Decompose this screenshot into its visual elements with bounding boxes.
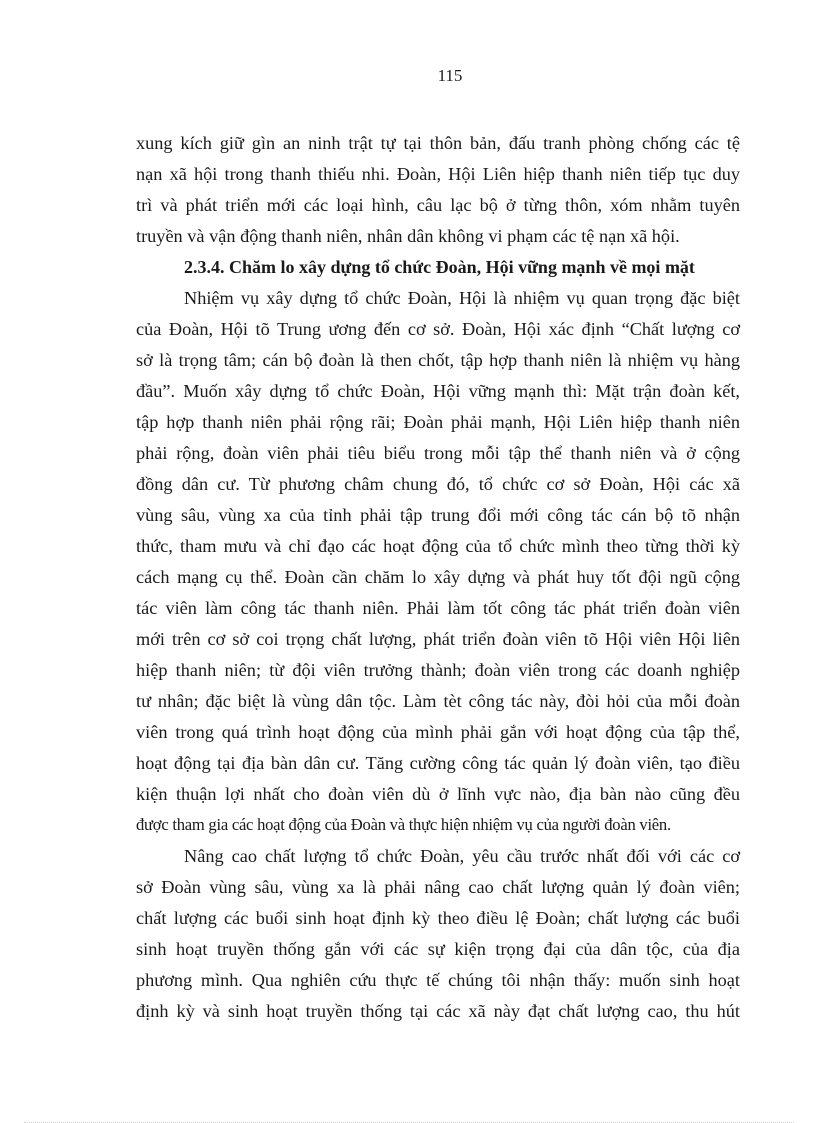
paragraph-3-line: phương mình. Qua nghiên cứu thực tế chúng tôi nhận thấy: muốn sinh hoạt (136, 970, 740, 990)
paragraph-1-line: xung kích giữ gìn an ninh trật tự tại thôn bản, đấu tranh phòng chống các tệ (136, 133, 740, 153)
paragraph-2-line: viên trong quá trình hoạt động của mình phải gắn với hoạt động của tập thể, (136, 722, 740, 742)
paragraph-2-line: được tham gia các hoạt động của Đoàn và thực hiện nhiệm vụ của người đoàn viên. (136, 815, 671, 834)
paragraph-2-line: mới trên cơ sở coi trọng chất lượng, phát triển đoàn viên tõ Hội viên Hội liên (136, 629, 740, 649)
paragraph-1-line: nạn xã hội trong thanh thiếu nhi. Đoàn, Hội Liên hiệp thanh niên tiếp tục duy (136, 164, 740, 184)
paragraph-2-line: Nhiệm vụ xây dựng tổ chức Đoàn, Hội là nhiệm vụ quan trọng đặc biệt (184, 288, 740, 308)
paragraph-3-line: chất lượng các buổi sinh hoạt định kỳ theo điều lệ Đoàn; chất lượng các buổi (136, 908, 740, 928)
paragraph-3-line: định kỳ và sinh hoạt truyền thống tại các xã này đạt chất lượng cao, thu hút (136, 1001, 740, 1021)
paragraph-1-line: trì và phát triển mới các loại hình, câu lạc bộ ở từng thôn, xóm nhằm tuyên (136, 195, 740, 215)
paragraph-2-line: tác viên làm công tác thanh niên. Phải làm tốt công tác phát triển đoàn viên (136, 598, 740, 618)
paragraph-2-line: tư nhân; đặc biệt là vùng dân tộc. Làm tèt công tác này, đòi hỏi của mỗi đoàn (136, 691, 740, 711)
paragraph-3-line: Nâng cao chất lượng tổ chức Đoàn, yêu cầu trước nhất đối với các cơ (184, 846, 740, 866)
paragraph-3-line: sinh hoạt truyền thống gắn với các sự kiện trọng đại của dân tộc, của địa (136, 939, 740, 959)
paragraph-2-line: đồng dân cư. Từ phương châm chung đó, tổ chức cơ sở Đoàn, Hội các xã (136, 474, 740, 494)
paragraph-1-line: truyền và vận động thanh niên, nhân dân không vi phạm các tệ nạn xã hội. (136, 226, 680, 246)
paragraph-2-line: vùng sâu, vùng xa của tỉnh phải tập trung đổi mới công tác cán bộ tõ nhận (136, 505, 740, 525)
paragraph-2-line: hoạt động tại địa bàn dân cư. Tăng cường công tác quản lý đoàn viên, tạo điều (136, 753, 740, 773)
paragraph-2-line: cách mạng cụ thể. Đoàn cần chăm lo xây dựng và phát huy tốt đội ngũ cộng (136, 567, 740, 587)
paragraph-3-line: sở Đoàn vùng sâu, vùng xa là phải nâng cao chất lượng quản lý đoàn viên; (136, 877, 740, 897)
paragraph-2-line: hiệp thanh niên; từ đội viên trưởng thành; đoàn viên trong các doanh nghiệp (136, 660, 740, 680)
section-heading: 2.3.4. Chăm lo xây dựng tổ chức Đoàn, Hội vững mạnh về mọi mặt (184, 257, 695, 277)
paragraph-2-line: tập hợp thanh niên phải rộng rãi; Đoàn phải mạnh, Hội Liên hiệp thanh niên (136, 412, 740, 432)
paragraph-2-line: của Đoàn, Hội tõ Trung ương đến cơ sở. Đoàn, Hội xác định “Chất lượng cơ (136, 319, 740, 339)
paragraph-2-line: đầu”. Muốn xây dựng tổ chức Đoàn, Hội vững mạnh thì: Mặt trận đoàn kết, (136, 381, 740, 401)
paragraph-2-line: thức, tham mưu và chỉ đạo các hoạt động của tổ chức mình theo từng thời kỳ (136, 536, 740, 556)
page-number: 115 (437, 66, 463, 85)
paragraph-2-line: phải rộng, đoàn viên phải tiêu biểu trong mỗi tập thể thanh niên và ở cộng (136, 443, 740, 463)
paragraph-2-line: sở là trọng tâm; cán bộ đoàn là then chốt, tập hợp thanh niên là nhiệm vụ hàng (136, 350, 740, 370)
paragraph-2-line: kiện thuận lợi nhất cho đoàn viên dù ở lĩnh vực nào, địa bàn nào cũng đều (136, 784, 740, 804)
